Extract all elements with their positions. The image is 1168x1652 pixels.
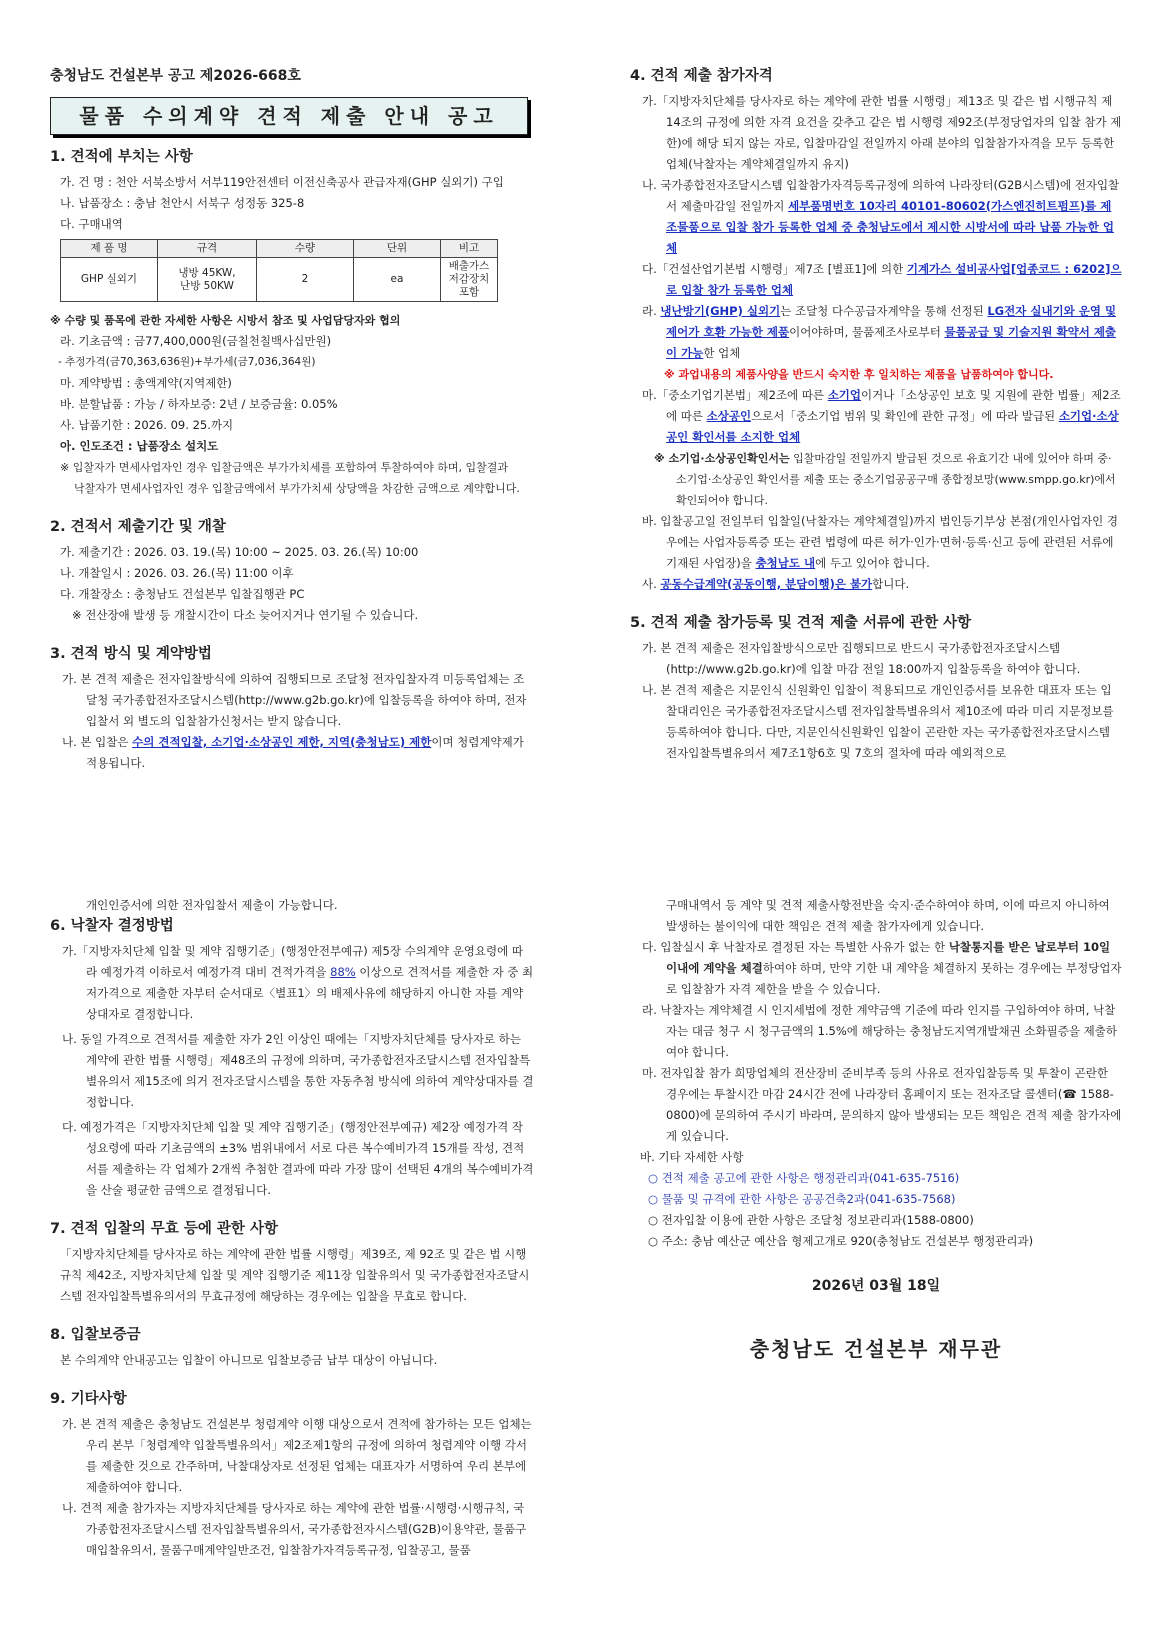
table-header: 단위 — [354, 240, 441, 258]
spec-warning: ※ 과업내용의 제품사양을 반드시 숙지한 후 일치하는 제품을 납품하여야 합니다. — [664, 368, 1054, 381]
s2-item-ga: 가. 제출기간 : 2026. 03. 19.(목) 10:00 ~ 2025. 03. 26.(목) 10:00 — [60, 545, 419, 559]
section-8-title: 8. 입찰보증금 — [50, 1327, 141, 1343]
s4-item-ma: 마.「중소기업기본법」제2조에 따른 소기업이거나「소상공인 보호 및 지원에 관한 법률」제2조에 따른 소상공인으로서「중소기업 범위 및 확인에 관한 규정」에 따라 발급된 소기업·소상공인 확인서를 소지한 업체 — [642, 388, 1121, 444]
section-7-title: 7. 견적 입찰의 무효 등에 관한 사항 — [50, 1221, 278, 1237]
s5-item-na: 나. 본 견적 제출은 지문인식 신원확인 입찰이 적용되므로 개인인증서를 보유한 대표자 또는 입찰대리인은 국가종합전자조달시스템 전자입찰특별유의서 제10조에 따라 미리 지문정보를 등록하여야 합니다. 다만, 지문인식신원확인 입찰이 곤란한 자는 국가종합전자조달시스템 전자입찰특별유의서 제7조1항6호 및 7호의 절차에 따라 예외적으로 — [642, 683, 1114, 760]
section-6-title: 6. 낙찰자 결정방법 — [50, 918, 174, 934]
s4-item-ra: 라. 냉난방기(GHP) 실외기는 조달청 다수공급자계약을 통해 선정된 LG전자 실내기와 운영 및 제어가 호환 가능한 제품이어야하며, 물품제조사로부터 물품공급 및 기술지원 확약서 제출이 가능한 업체 — [642, 304, 1117, 360]
s9-na-continuation: 구매내역서 등 계약 및 견적 제출사항전반을 숙지·준수하여야 하며, 이에 따르지 아니하여 발생하는 불이익에 대한 책임은 견적 제출 참가자에게 있습니다. — [666, 898, 1110, 933]
s5-continuation: 개인인증서에 의한 전자입찰서 제출이 가능합니다. — [86, 898, 338, 912]
table-row — [61, 258, 498, 302]
notice-date: 2026년 03월 18일 — [811, 1278, 941, 1294]
section-5-title: 5. 견적 제출 참가등록 및 견적 제출 서류에 관한 사항 — [630, 615, 972, 631]
table-header: 수량 — [257, 240, 354, 258]
left-column-top — [50, 66, 534, 774]
s8-body: 본 수의계약 안내공고는 입찰이 아니므로 입찰보증금 납부 대상이 아닙니다. — [60, 1353, 438, 1367]
s2-item-da: 다. 개찰장소 : 충청남도 건설본부 입찰집행관 PC — [60, 587, 305, 601]
cell-note: 배출가스 저감장치 포함 — [441, 258, 498, 302]
s7-body: 「지방자치단체를 당사자로 하는 계약에 관한 법률 시행령」제39조, 제 92조 및 같은 법 시행규칙 제42조, 지방자치단체 입찰 및 계약 집행기준 제11장 입찰유의서 및 국가종합전자조달시스템 전자입찰특별유의서의 무효규정에 해당하는 경우에는 입찰을 무효로 합니다. — [60, 1247, 530, 1303]
s2-item-na: 나. 개찰일시 : 2026. 03. 26.(목) 11:00 이후 — [60, 566, 294, 580]
s1-item-ga: 가. 건 명 : 천안 서북소방서 서부119안전센터 이전신축공사 관급자재(GHP 실외기) 구입 — [60, 175, 504, 189]
s2-note: ※ 전산장애 발생 등 개찰시간이 다소 늦어지거나 연기될 수 있습니다. — [72, 608, 419, 622]
section-9-title: 9. 기타사항 — [50, 1391, 127, 1407]
s9-item-na: 나. 견적 제출 참가자는 지방자치단체를 당사자로 하는 계약에 관한 법률·시행령·시행규칙, 국가종합전자조달시스템 전자입찰특별유의서, 국가종합전자시스템(G2B)이용약관, 물품구매입찰유의서, 물품구매계약일반조건, 입찰참가자격등록규정, 입찰공고, 물품 — [62, 1501, 527, 1557]
section-2-title: 2. 견적서 제출기간 및 개찰 — [50, 519, 226, 535]
cell-qty: 2 — [257, 258, 354, 302]
s9-item-ma: 마. 전자입찰 참가 희망업체의 전산장비 준비부족 등의 사유로 전자입찰등록 및 투찰이 곤란한 경우에는 투찰시간 마감 24시간 전에 나라장터 홈페이지 또는 전자조달 콜센터(☎ 1588-0800)에 문의하여 주시기 바라며, 문의하지 않아 발생되는 모든 책임은 견적 제출 참가자에게 있습니다. — [642, 1066, 1122, 1143]
page-title: 물품 수의계약 견적 제출 안내 공고 — [50, 97, 528, 135]
s1-item-na: 나. 납품장소 : 충남 천안시 서북구 성정동 325-8 — [60, 196, 305, 210]
table-header: 비고 — [441, 240, 498, 258]
section-4-title: 4. 견적 제출 참가자격 — [630, 68, 773, 84]
s4-item-ba: 바. 입찰공고일 전일부터 입찰일(낙찰자는 계약체결일)까지 법인등기부상 본점(개인사업자인 경우에는 사업자등록증 또는 관련 법령에 따른 허가·인가·면허·등록·신고 등에 관련된 서류에 기재된 사업장)을 충청남도 내에 두고 있어야 합니다. — [642, 514, 1118, 570]
s1-item-ra: 라. 기초금액 : 금77,400,000원(금칠천칠백사십만원) — [60, 334, 332, 348]
notice-number: 충청남도 건설본부 공고 제2026-668호 — [50, 68, 301, 84]
tax-note-line2: 낙찰자가 면세사업자인 경우 입찰금액에서 부가가치세 상당액을 차감한 금액으로 계약합니다. — [74, 482, 520, 495]
table-header: 제 품 명 — [61, 240, 158, 258]
section-3-title: 3. 견적 방식 및 계약방법 — [50, 646, 212, 662]
contact-line: ○ 전자입찰 이용에 관한 사항은 조달청 정보관리과(1588-0800) — [648, 1213, 974, 1227]
s9-item-ba: 바. 기타 자세한 사항 — [640, 1150, 744, 1164]
s6-item-na: 나. 동일 가격으로 견적서를 제출한 자가 2인 이상인 때에는「지방자치단체를 당사자로 하는 계약에 관한 법률 시행령」제48조의 규정에 의하며, 국가종합전자조달시스템 전자입찰특별유의서 제15조에 의거 전자조달시스템을 통한 자동추첨 방식에 의하여 계약상대자를 결정합니다. — [62, 1032, 534, 1109]
s5-item-ga: 가. 본 견적 제출은 전자입찰방식으로만 집행되므로 반드시 국가종합전자조달시스템(http://www.g2b.go.kr)에 입찰 마감 전일 18:00까지 입찰등록을 하여야 합니다. — [642, 641, 1081, 676]
product-code-link: 세부품명번호 10자리 40101-80602(가스엔진히트펌프)를 제조물품으로 입찰 참가 등록한 업체 중 충청남도에서 제시한 시방서에 따라 납품 가능한 업체 — [666, 199, 1114, 255]
right-column-bottom — [630, 895, 1122, 1360]
right-column-top — [630, 66, 1122, 764]
signer-name: 충청남도 건설본부 재무관 — [749, 1337, 1003, 1361]
contact-line: ○ 물품 및 규격에 관한 사항은 공공건축2과(041-635-7568) — [648, 1192, 956, 1206]
s3-item-ga: 가. 본 견적 제출은 전자입찰방식에 의하여 집행되므로 조달청 전자입찰자격 미등록업체는 조달청 국가종합전자조달시스템(http://www.g2b.go.kr)에 입찰등록을 하여야 하며, 전자입찰서 외 별도의 입찰참가신청서는 받지 않습니다. — [62, 672, 527, 728]
s6-item-da: 다. 예정가격은「지방자치단체 입찰 및 계약 집행기준」(행정안전부예규) 제2장 예정가격 작성요령에 따라 기초금액의 ±3% 범위내에서 서로 다른 복수예비가격 15개를 작성, 견적서를 제출하는 각 업체가 2개씩 추첨한 결과에 따라 가장 많이 선택된 4개의 복수예비가격을 산술 평균한 금액으로 결정됩니다. — [62, 1120, 534, 1197]
cell-spec: 냉방 45KW, 난방 50KW — [158, 258, 257, 302]
section-1-title: 1. 견적에 부치는 사항 — [50, 149, 193, 165]
contact-line: ○ 견적 제출 공고에 관한 사항은 행정관리과(041-635-7516) — [648, 1171, 960, 1185]
cell-product: GHP 실외기 — [61, 258, 158, 302]
bid-type-link: 수의 견적입찰, 소기업·소상공인 제한, 지역(충청남도) 제한 — [132, 735, 432, 749]
s9-item-da: 다. 입찰실시 후 낙찰자로 결정된 자는 특별한 사유가 없는 한 낙찰통지를 받은 날로부터 10일 이내에 계약을 체결하여야 하며, 만약 기한 내 계약을 체결하지 못하는 경우에는 부정당업자로 입찰참가 자격 제한을 받을 수 있습니다. — [642, 940, 1122, 996]
s4-ma-note: ※ 소기업·소상공인확인서는 입찰마감일 전일까지 발급된 것으로 유효기간 내에 있어야 하며 중·소기업·소상공인 확인서를 제출 또는 중소기업공공구매 종합정보망(www.smpp.go.kr)에서 확인되어야 합니다. — [654, 452, 1116, 507]
table-header: 규격 — [158, 240, 257, 258]
s3-item-na: 나. 본 입찰은 수의 견적입찰, 소기업·소상공인 제한, 지역(충청남도) 제한이며 청렴계약제가 적용됩니다. — [62, 735, 524, 770]
table-header-row — [61, 240, 498, 258]
s1-item-a: 아. 인도조건 : 납품장소 설치도 — [60, 439, 219, 453]
cell-unit: ea — [354, 258, 441, 302]
purchase-table — [60, 239, 498, 302]
s4-item-na: 나. 국가종합전자조달시스템 입찰참가자격등록규정에 의하여 나라장터(G2B시스템)에 전자입찰서 제출마감일 전일까지 세부품명번호 10자리 40101-80602(가스엔진히트펌프)를 제조물품으로 입찰 참가 등록한 업체 중 충청남도에서 제시한 시방서에 따라 납품 가능한 업체 — [642, 178, 1120, 255]
s1-item-ba: 바. 분할납품 : 가능 / 하자보증: 2년 / 보증금율: 0.05% — [60, 397, 338, 411]
s1-item-sa: 사. 납품기한 : 2026. 09. 25.까지 — [60, 418, 234, 432]
s6-item-ga: 가.「지방자치단체 입찰 및 계약 집행기준」(행정안전부예규) 제5장 수의계약 운영요령에 따라 예정가격 이하로서 예정가격 대비 견적가격을 88% 이상으로 견적서를 제출한 자 중 최저가격으로 제출한 자부터 순서대로〈별표1〉의 배제사유에 해당하지 아니한 자를 계약상대자로 결정합니다. — [62, 944, 534, 1021]
tax-note-line1: ※ 입찰자가 면세사업자인 경우 입찰금액은 부가가치세를 포함하여 투찰하여야 하며, 입찰결과 — [60, 461, 508, 474]
s1-item-ra-sub: - 추정가격(금70,363,636원)+부가세(금7,036,364원) — [58, 356, 316, 368]
s4-item-sa: 사. 공동수급계약(공동이행, 분담이행)은 불가합니다. — [642, 577, 910, 591]
left-column-bottom — [50, 895, 534, 1561]
s1-item-ma: 마. 계약방법 : 총액계약(지역제한) — [60, 376, 232, 390]
s1-item-da: 다. 구매내역 — [60, 217, 123, 231]
quantity-note: ※ 수량 및 품목에 관한 자세한 사항은 시방서 참조 및 사업담당자와 협의 — [50, 314, 401, 327]
license-link: 기계가스 설비공사업[업종코드 : 6202]으로 입찰 참가 등록한 업체 — [666, 262, 1122, 297]
s9-item-ra: 라. 낙찰자는 계약체결 시 인지세법에 정한 계약금액 기준에 따라 인지를 구입하여야 하며, 낙찰자는 대금 청구 시 청구금액의 1.5%에 해당하는 충청남도지역개발채권 소화필증을 제출하여야 합니다. — [642, 1003, 1117, 1059]
s4-item-ga: 가.「지방자치단체를 당사자로 하는 계약에 관한 법률 시행령」제13조 및 같은 법 시행규칙 제14조의 규정에 의한 자격 요건을 갖추고 같은 법 시행령 제92조(부정당업자의 입찰 참가 제한)에 해당 되지 않는 자로, 입찰마감일 전일까지 아래 분야의 입찰참가자격을 모두 등록한 업체(낙찰자는 계약체결일까지 유지) — [642, 94, 1122, 171]
s4-item-da: 다.「건설산업기본법 시행령」제7조 [별표1]에 의한 기계가스 설비공사업[업종코드 : 6202]으로 입찰 참가 등록한 업체 — [642, 262, 1122, 297]
contact-line: ○ 주소: 충남 예산군 예산읍 형제고개로 920(충청남도 건설본부 행정관리과) — [648, 1234, 1034, 1248]
s9-item-ga: 가. 본 견적 제출은 충청남도 건설본부 청렴계약 이행 대상으로서 견적에 참가하는 모든 업체는 우리 본부「청렴계약 입찰특별유의서」제2조제1항의 규정에 의하여 청렴계약 이행 각서를 제출한 것으로 간주하며, 낙찰대상자로 선정된 업체는 대표자가 서명하여 우리 본부에 제출하여야 합니다. — [62, 1417, 532, 1494]
